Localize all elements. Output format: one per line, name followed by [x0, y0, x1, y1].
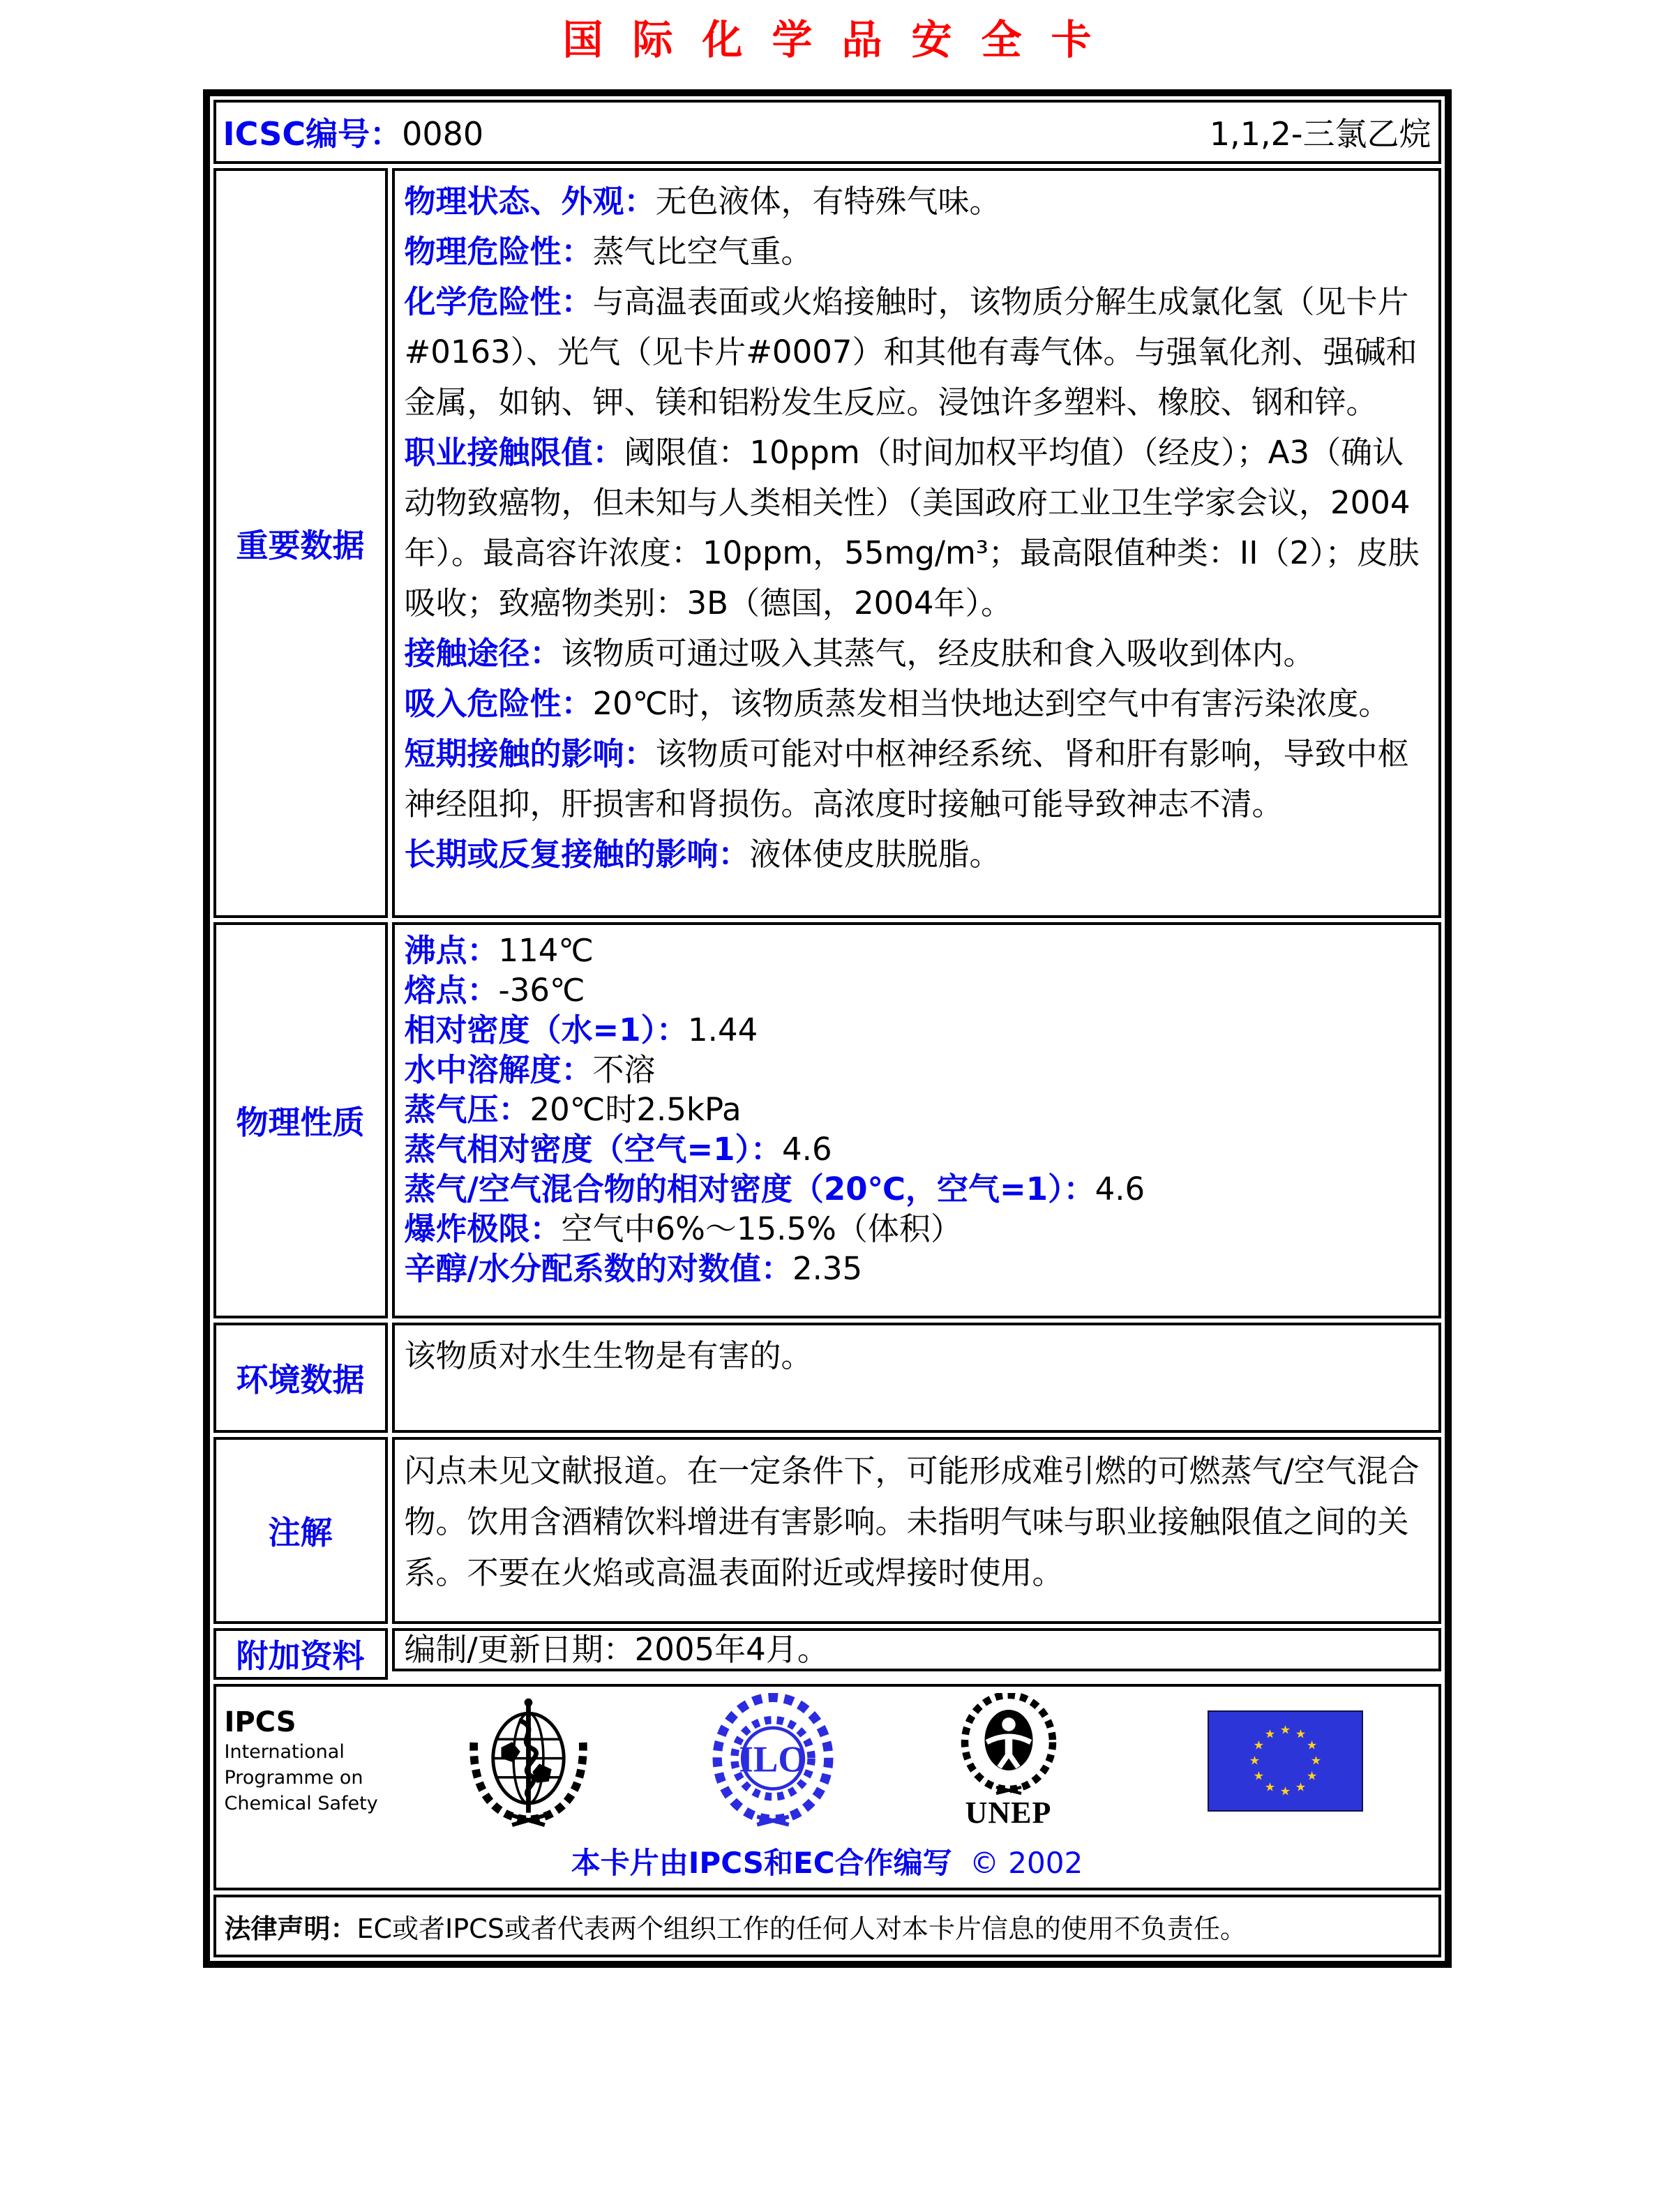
- icsc-card: [203, 89, 1452, 1968]
- important-data-content: [392, 168, 1441, 918]
- field-relative-density: 相对密度（水=1）：1.44: [404, 1011, 758, 1048]
- section-label-environmental-data: [213, 1323, 388, 1433]
- unep-emblem-graphic: [956, 1693, 1061, 1798]
- section-label-notes: [213, 1437, 388, 1624]
- field-vapor-pressure: 蒸气压：20℃时2.5kPa: [404, 1091, 742, 1128]
- unep-wordmark: UNEP: [965, 1796, 1052, 1830]
- section-label-text: 物理性质: [236, 1104, 365, 1141]
- field-vapor-air-density: 蒸气/空气混合物的相对密度（20℃，空气=1）：4.6: [404, 1171, 1145, 1207]
- field-chemical-danger: 化学危险性：与高温表面或火焰接触时，该物质分解生成氯化氢（见卡片#0163）、光气（见卡片#0007）和其他有毒气体。与强氧化剂、强碱和金属，如钠、钾、镁和铝粉发生反应。浸蚀许多塑料、橡胶、钢和锌。: [404, 283, 1418, 421]
- icsc-number-value: 0080: [402, 115, 484, 153]
- page-title: 国际化学品安全卡: [562, 16, 1121, 63]
- ipcs-block: [225, 1706, 399, 1816]
- environmental-data-text: 该物质对水生生物是有害的。: [404, 1337, 813, 1374]
- ipcs-title: IPCS: [224, 1706, 296, 1738]
- card-grid: [213, 100, 1441, 1957]
- ipcs-subtitle-line: International: [224, 1740, 345, 1763]
- field-physical-state: 物理状态、外观：无色液体，有特殊气味。: [404, 183, 1001, 220]
- field-partition-coefficient: 辛醇/水分配系数的对数值：2.35: [404, 1250, 863, 1287]
- legal-notice-text: EC或者IPCS或者代表两个组织工作的任何人对本卡片信息的使用不负责任。: [356, 1913, 1247, 1944]
- section-label-text: 重要数据: [236, 526, 365, 564]
- logos-strip: [223, 1691, 1431, 1830]
- field-short-term-effects: 短期接触的影响：该物质可能对中枢神经系统、肾和肝有影响，导致中枢神经阻抑，肝损害和肾损伤。高浓度时接触可能导致神志不清。: [404, 735, 1409, 822]
- ipcs-subtitle-line: Programme on: [224, 1766, 363, 1789]
- legal-notice-row: [213, 1895, 1441, 1957]
- additional-info-content: [392, 1628, 1441, 1671]
- section-label-additional-info: [213, 1628, 388, 1680]
- section-label-text: 注解: [268, 1514, 333, 1551]
- svg-text:ILO: ILO: [738, 1738, 807, 1780]
- legal-notice-label: 法律声明：: [224, 1913, 357, 1944]
- ilo-logo-icon: [707, 1693, 839, 1829]
- environmental-data-content: [392, 1323, 1441, 1433]
- field-long-term-effects: 长期或反复接触的影响：液体使皮肤脱脂。: [404, 836, 1001, 873]
- notes-text: 闪点未见文献报道。在一定条件下，可能形成难引燃的可燃蒸气/空气混合物。饮用含酒精饮料增进有害影响。未指明气味与职业接触限值之间的关系。不要在火焰或高温表面附近或焊接时使用。: [404, 1452, 1420, 1591]
- section-label-text: 附加资料: [236, 1637, 365, 1675]
- field-water-solubility: 水中溶解度：不溶: [404, 1051, 656, 1088]
- footer-logos-row: [213, 1684, 1441, 1890]
- additional-info-text: 编制/更新日期：2005年4月。: [404, 1631, 829, 1668]
- field-melting-point: 熔点：-36℃: [404, 972, 585, 1009]
- who-logo-icon: [460, 1693, 596, 1829]
- eu-flag-icon: [1208, 1710, 1363, 1812]
- section-label-physical-properties: [213, 922, 388, 1318]
- section-label-important-data: [213, 168, 388, 918]
- field-explosive-limits: 爆炸极限：空气中6%～15.5%（体积）: [404, 1210, 962, 1247]
- cooperation-caption: [223, 1840, 1431, 1882]
- field-physical-danger: 物理危险性：蒸气比空气重。: [404, 233, 813, 270]
- field-vapor-density: 蒸气相对密度（空气=1）：4.6: [404, 1131, 832, 1168]
- field-occupational-limits: 职业接触限值：阈限值：10ppm（时间加权平均值）（经皮）；A3（确认动物致癌物，但未知与人类相关性）（美国政府工业卫生学家会议，2004年）。最高容许浓度：10ppm，55mg/m³；最高限值种类：II（2）；皮肤吸收；致癌物类别：3B（德国，2004年）。: [404, 434, 1420, 622]
- field-boiling-point: 沸点：114℃: [404, 932, 594, 969]
- physical-properties-content: [392, 922, 1441, 1318]
- notes-content: [392, 1437, 1441, 1624]
- chemical-name: 1,1,2-三氯乙烷: [1209, 115, 1431, 153]
- icsc-number-group: [223, 109, 484, 155]
- card-header-row: [213, 100, 1441, 164]
- unep-logo-icon: [956, 1693, 1061, 1828]
- cooperation-caption-text: 本卡片由IPCS和EC合作编写: [571, 1846, 952, 1880]
- section-label-text: 环境数据: [236, 1361, 365, 1399]
- field-exposure-routes: 接触途径：该物质可通过吸入其蒸气，经皮肤和食入吸收到体内。: [404, 635, 1315, 672]
- copyright-text: © 2002: [969, 1846, 1083, 1880]
- field-inhalation-risk: 吸入危险性：20℃时，该物质蒸发相当快地达到空气中有害污染浓度。: [404, 685, 1390, 722]
- ipcs-subtitle-line: Chemical Safety: [224, 1792, 378, 1814]
- icsc-number-label: ICSC编号：: [223, 115, 403, 153]
